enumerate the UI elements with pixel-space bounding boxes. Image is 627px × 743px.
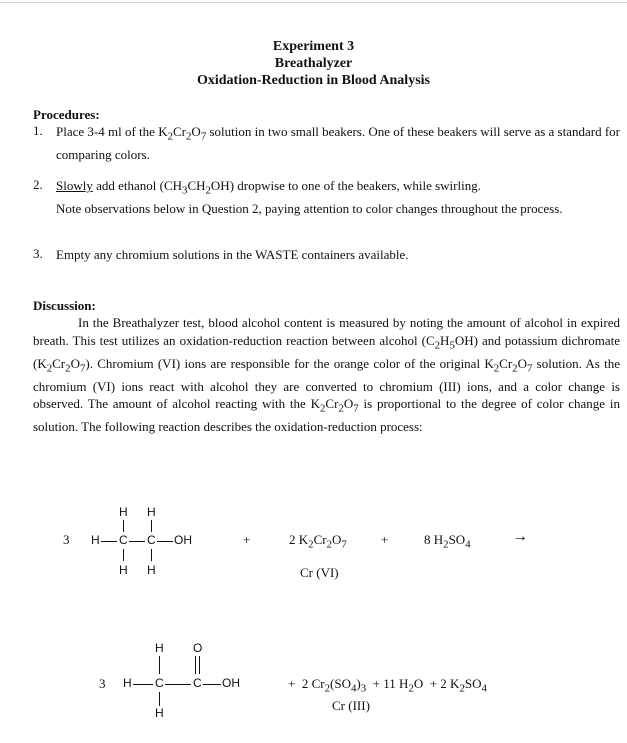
step-3-text: Empty any chromium solutions in the WASTE containers available. (56, 247, 409, 262)
ethanol-coefficient: 3 (63, 532, 70, 547)
plus-sign: + (243, 532, 251, 547)
dichromate-reagent: 2 $K_2Cr_2O_7$ (289, 532, 347, 551)
experiment-number: Experiment 3 (272, 39, 355, 54)
products: + 2 $Cr_2(SO_4)_3 + 11$ $H_2O + 2$ $K_2SO_4$ (288, 676, 487, 695)
step-3-number: 3. (33, 246, 43, 261)
procedures-heading: Procedures: (33, 107, 100, 122)
chromium-vi-label: Cr (VI) (300, 565, 339, 580)
chromium-iii-label: Cr (III) (332, 698, 370, 713)
step-1-number: 1. (33, 123, 43, 138)
step-1-text: Place 3-4 ml of the $K_2Cr_2O_7$ solution in two small beakers. One of these beakers will serve as a standard for comparing colors. (56, 124, 620, 163)
acetic-acid-structure: H O H C C OH H (123, 641, 240, 720)
plus-sign: + (381, 532, 389, 547)
acetic-acid-coefficient: 3 (99, 676, 106, 691)
reaction-arrow: → (512, 528, 528, 545)
step-2-number: 2. (33, 177, 43, 192)
page-top-rule (0, 2, 627, 3)
discussion-paragraph: In the Breathalyzer test, blood alcohol content is measured by noting the amount of alcohol in expired breath. This test utilizes an oxidation-reduction reaction between alcohol $(C_2H_5OH)$ and potassium dichromate $(K_2Cr_2O_7)$. Chromium (VI) ions are responsible for the orange color of the original $K_2Cr_2O_7$ solution. As the chromium (VI) ions react with alcohol they are converted to chromium (III) ions, and a color change is observed. The amount of alcohol reacting with the $K_2Cr_2O_7$ is proportional to the degree of color change in solution. The following reaction describes the oxidation-reduction process: (33, 315, 620, 435)
experiment-subtitle: Oxidation-Reduction in Blood Analysis (196, 73, 430, 88)
sulfuric-acid-reagent: 8 $H_2SO_4$ (424, 532, 471, 551)
discussion-heading: Discussion: (33, 298, 96, 313)
experiment-title: Breathalyzer (274, 56, 353, 71)
ethanol-structure: H H H C C OH H H (91, 505, 192, 577)
step-2-text: Slowly add ethanol $(CH_3CH_2OH)$ dropwise to one of the beakers, while swirling. Note observations below in Question 2, paying attention to color changes throughout the process. (56, 178, 563, 217)
